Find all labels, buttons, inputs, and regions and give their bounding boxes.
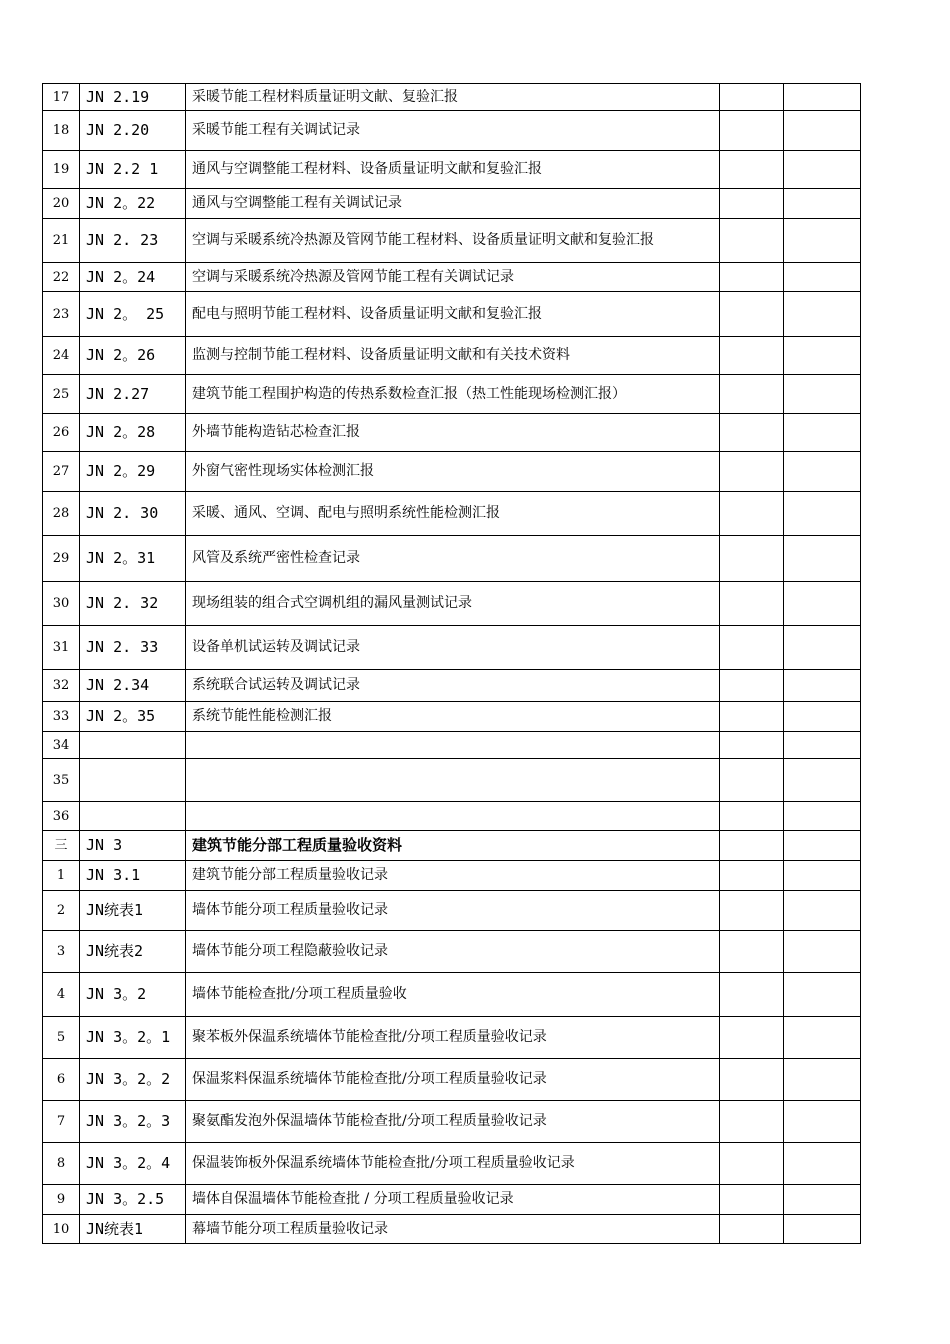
record-code: JN 3。2。4 — [80, 1143, 186, 1185]
blank-cell — [720, 1143, 784, 1185]
record-code: JN 2.19 — [80, 84, 186, 111]
record-code: JN 2。 25 — [80, 292, 186, 337]
blank-cell — [784, 414, 861, 452]
table-row — [43, 1101, 861, 1143]
blank-cell — [784, 626, 861, 670]
table-row — [43, 931, 861, 973]
record-title: 通风与空调整能工程有关调试记录 — [186, 189, 720, 219]
table-row — [43, 1143, 861, 1185]
row-number: 35 — [43, 759, 80, 802]
row-number: 5 — [43, 1017, 80, 1059]
blank-cell — [720, 1101, 784, 1143]
row-number: 34 — [43, 732, 80, 759]
record-title: 墙体节能分项工程隐蔽验收记录 — [186, 931, 720, 973]
record-title: 保温装饰板外保温系统墙体节能检查批/分项工程质量验收记录 — [186, 1143, 720, 1185]
blank-cell — [784, 861, 861, 891]
record-title: 现场组装的组合式空调机组的漏风量测试记录 — [186, 582, 720, 626]
blank-cell — [720, 263, 784, 292]
record-code: JN 3。2。1 — [80, 1017, 186, 1059]
row-number: 6 — [43, 1059, 80, 1101]
record-code: JN 2. 32 — [80, 582, 186, 626]
table-row — [43, 861, 861, 891]
record-title — [186, 759, 720, 802]
record-code: JN 3。2.5 — [80, 1185, 186, 1215]
blank-cell — [720, 732, 784, 759]
table-row — [43, 263, 861, 292]
row-number: 22 — [43, 263, 80, 292]
blank-cell — [784, 1185, 861, 1215]
table-row — [43, 219, 861, 263]
record-code: JN 2.2 1 — [80, 151, 186, 189]
blank-cell — [784, 1101, 861, 1143]
row-number: 33 — [43, 702, 80, 732]
table-row — [43, 626, 861, 670]
row-number: 4 — [43, 973, 80, 1017]
row-number: 27 — [43, 452, 80, 492]
record-title: 系统节能性能检测汇报 — [186, 702, 720, 732]
blank-cell — [784, 973, 861, 1017]
record-title: 通风与空调整能工程材料、设备质量证明文献和复验汇报 — [186, 151, 720, 189]
blank-cell — [784, 452, 861, 492]
blank-cell — [784, 536, 861, 582]
record-title — [186, 802, 720, 831]
record-code: JN 3 — [80, 831, 186, 861]
row-number: 1 — [43, 861, 80, 891]
record-title: 空调与采暖系统冷热源及管网节能工程有关调试记录 — [186, 263, 720, 292]
record-title: 外墙节能构造钻芯检查汇报 — [186, 414, 720, 452]
row-number: 36 — [43, 802, 80, 831]
row-number: 8 — [43, 1143, 80, 1185]
blank-cell — [784, 111, 861, 151]
record-code: JN统表2 — [80, 931, 186, 973]
table-row — [43, 831, 861, 861]
blank-cell — [784, 670, 861, 702]
table-row — [43, 452, 861, 492]
record-title: 采暖节能工程有关调试记录 — [186, 111, 720, 151]
table-row — [43, 1059, 861, 1101]
record-title: 采暖、通风、空调、配电与照明系统性能检测汇报 — [186, 492, 720, 536]
record-code: JN 2。31 — [80, 536, 186, 582]
table-row — [43, 337, 861, 375]
blank-cell — [784, 375, 861, 414]
blank-cell — [720, 1059, 784, 1101]
blank-cell — [720, 536, 784, 582]
record-code: JN统表1 — [80, 1215, 186, 1244]
row-number: 29 — [43, 536, 80, 582]
record-title: 设备单机试运转及调试记录 — [186, 626, 720, 670]
row-number: 30 — [43, 582, 80, 626]
blank-cell — [720, 337, 784, 375]
blank-cell — [784, 931, 861, 973]
blank-cell — [720, 292, 784, 337]
blank-cell — [720, 891, 784, 931]
table-row — [43, 732, 861, 759]
blank-cell — [720, 84, 784, 111]
blank-cell — [720, 861, 784, 891]
table-row — [43, 84, 861, 111]
blank-cell — [784, 337, 861, 375]
document-sheet — [42, 83, 861, 1244]
table-row — [43, 375, 861, 414]
blank-cell — [784, 891, 861, 931]
row-number: 26 — [43, 414, 80, 452]
record-code: JN统表1 — [80, 891, 186, 931]
blank-cell — [720, 582, 784, 626]
blank-cell — [720, 759, 784, 802]
table-row — [43, 973, 861, 1017]
record-code: JN 2.20 — [80, 111, 186, 151]
blank-cell — [720, 1185, 784, 1215]
record-title: 系统联合试运转及调试记录 — [186, 670, 720, 702]
table-row — [43, 582, 861, 626]
record-title: 空调与采暖系统冷热源及管网节能工程材料、设备质量证明文献和复验汇报 — [186, 219, 720, 263]
blank-cell — [784, 84, 861, 111]
record-code: JN 3。2 — [80, 973, 186, 1017]
row-number: 10 — [43, 1215, 80, 1244]
blank-cell — [720, 492, 784, 536]
table-row — [43, 151, 861, 189]
record-title: 保温浆料保温系统墙体节能检查批/分项工程质量验收记录 — [186, 1059, 720, 1101]
blank-cell — [784, 831, 861, 861]
blank-cell — [784, 292, 861, 337]
record-title: 墙体节能检查批/分项工程质量验收 — [186, 973, 720, 1017]
table-row — [43, 536, 861, 582]
row-number: 9 — [43, 1185, 80, 1215]
row-number: 7 — [43, 1101, 80, 1143]
row-number: 3 — [43, 931, 80, 973]
record-title: 配电与照明节能工程材料、设备质量证明文献和复验汇报 — [186, 292, 720, 337]
blank-cell — [784, 1017, 861, 1059]
record-title: 监测与控制节能工程材料、设备质量证明文献和有关技术资料 — [186, 337, 720, 375]
record-code: JN 3.1 — [80, 861, 186, 891]
table-row — [43, 414, 861, 452]
record-title — [186, 732, 720, 759]
record-code: JN 2。22 — [80, 189, 186, 219]
blank-cell — [784, 189, 861, 219]
blank-cell — [784, 492, 861, 536]
blank-cell — [784, 263, 861, 292]
table-row — [43, 111, 861, 151]
blank-cell — [784, 219, 861, 263]
record-title: 聚氨酯发泡外保温墙体节能检查批/分项工程质量验收记录 — [186, 1101, 720, 1143]
row-number: 28 — [43, 492, 80, 536]
table-row — [43, 1185, 861, 1215]
row-number: 25 — [43, 375, 80, 414]
blank-cell — [720, 831, 784, 861]
record-code: JN 2。28 — [80, 414, 186, 452]
record-title: 聚苯板外保温系统墙体节能检查批/分项工程质量验收记录 — [186, 1017, 720, 1059]
record-code: JN 2.27 — [80, 375, 186, 414]
row-number: 18 — [43, 111, 80, 151]
record-code: JN 2. 30 — [80, 492, 186, 536]
row-number: 20 — [43, 189, 80, 219]
table-row — [43, 802, 861, 831]
record-code: JN 2. 23 — [80, 219, 186, 263]
table-row — [43, 1017, 861, 1059]
table-row — [43, 891, 861, 931]
blank-cell — [784, 151, 861, 189]
record-title: 建筑节能分部工程质量验收记录 — [186, 861, 720, 891]
blank-cell — [720, 1215, 784, 1244]
blank-cell — [784, 1215, 861, 1244]
row-number: 三 — [43, 831, 80, 861]
record-code: JN 2。35 — [80, 702, 186, 732]
blank-cell — [720, 375, 784, 414]
record-code — [80, 759, 186, 802]
table-row — [43, 492, 861, 536]
record-code: JN 2.34 — [80, 670, 186, 702]
table-row — [43, 670, 861, 702]
section-title: 建筑节能分部工程质量验收资料 — [186, 831, 720, 861]
blank-cell — [784, 582, 861, 626]
row-number: 17 — [43, 84, 80, 111]
row-number: 32 — [43, 670, 80, 702]
table-row — [43, 1215, 861, 1244]
table-row — [43, 189, 861, 219]
table-row — [43, 702, 861, 732]
record-code: JN 2。26 — [80, 337, 186, 375]
blank-cell — [720, 219, 784, 263]
row-number: 23 — [43, 292, 80, 337]
blank-cell — [720, 414, 784, 452]
acceptance-records-table — [42, 83, 861, 1244]
record-title: 幕墙节能分项工程质量验收记录 — [186, 1215, 720, 1244]
blank-cell — [784, 1059, 861, 1101]
record-title: 建筑节能工程围护构造的传热系数检查汇报（热工性能现场检测汇报） — [186, 375, 720, 414]
row-number: 2 — [43, 891, 80, 931]
row-number: 19 — [43, 151, 80, 189]
blank-cell — [720, 973, 784, 1017]
record-code: JN 2。24 — [80, 263, 186, 292]
record-title: 墙体自保温墙体节能检查批 / 分项工程质量验收记录 — [186, 1185, 720, 1215]
blank-cell — [720, 626, 784, 670]
record-code: JN 3。2。3 — [80, 1101, 186, 1143]
blank-cell — [720, 111, 784, 151]
table-body — [43, 84, 861, 1244]
record-code: JN 3。2。2 — [80, 1059, 186, 1101]
blank-cell — [720, 670, 784, 702]
blank-cell — [720, 1017, 784, 1059]
blank-cell — [720, 931, 784, 973]
row-number: 24 — [43, 337, 80, 375]
record-title: 采暖节能工程材料质量证明文献、复验汇报 — [186, 84, 720, 111]
blank-cell — [720, 802, 784, 831]
blank-cell — [784, 1143, 861, 1185]
record-code — [80, 802, 186, 831]
blank-cell — [720, 702, 784, 732]
record-code: JN 2. 33 — [80, 626, 186, 670]
blank-cell — [784, 732, 861, 759]
record-title: 外窗气密性现场实体检测汇报 — [186, 452, 720, 492]
record-title: 墙体节能分项工程质量验收记录 — [186, 891, 720, 931]
blank-cell — [720, 189, 784, 219]
blank-cell — [784, 759, 861, 802]
table-row — [43, 292, 861, 337]
blank-cell — [720, 151, 784, 189]
record-code — [80, 732, 186, 759]
row-number: 31 — [43, 626, 80, 670]
record-code: JN 2。29 — [80, 452, 186, 492]
record-title: 风管及系统严密性检查记录 — [186, 536, 720, 582]
row-number: 21 — [43, 219, 80, 263]
blank-cell — [720, 452, 784, 492]
blank-cell — [784, 702, 861, 732]
table-row — [43, 759, 861, 802]
blank-cell — [784, 802, 861, 831]
